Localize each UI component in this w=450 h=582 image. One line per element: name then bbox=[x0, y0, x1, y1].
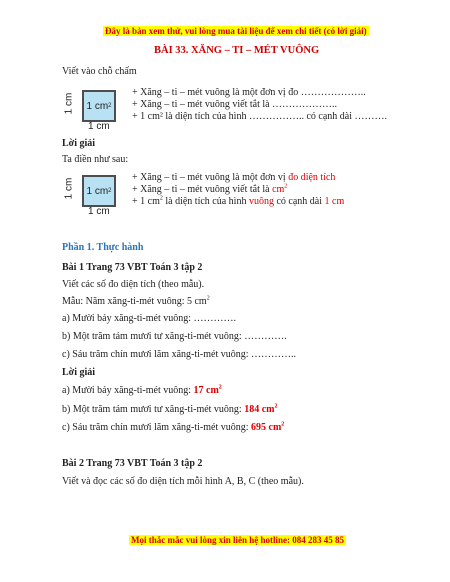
square-area-label: 1 cm bbox=[86, 100, 109, 112]
solution-line-2-answer: $cm^2$ bbox=[272, 183, 288, 195]
ex1-answer-c-value: 695 $cm^2$ bbox=[251, 421, 285, 433]
ex1-item-b: b) Một trăm tám mươi tư xăng-ti-mét vuông: …………. bbox=[62, 331, 287, 342]
part-1-heading: Phần 1. Thực hành bbox=[62, 242, 144, 253]
solution-line-3: + 1 $cm^2$ là diện tích của hình vuông có cạnh dài 1 cm bbox=[132, 195, 345, 207]
ex1-sample: Mẫu: Năm xăng-ti-mét vuông: 5 $cm^2$ bbox=[62, 295, 210, 307]
square-side-label: 1 cm bbox=[63, 177, 75, 200]
ex1-answer-a-question: a) Mười bảy xăng-ti-mét vuông: bbox=[62, 385, 194, 396]
ex1-item-a: a) Mười bảy xăng-ti-mét vuông: …………. bbox=[62, 313, 237, 324]
solution-intro: Ta điền như sau: bbox=[62, 154, 129, 165]
solution-heading-2: Lời giải bbox=[62, 367, 96, 378]
ex1-item-c: c) Sáu trăm chín mươi lăm xăng-ti-mét vuông: ………….. bbox=[62, 349, 296, 360]
solution-line-2 bbox=[132, 184, 287, 196]
solution-line-1 bbox=[132, 172, 335, 184]
solution-line-3-answer-2: 1 cm bbox=[324, 196, 345, 207]
top-banner: Đây là bản xem thử, vui lòng mua tài liệu để xem chi tiết (có lời giải) bbox=[105, 26, 367, 36]
ex1-answer-c-question: c) Sáu trăm chín mươi lăm xăng-ti-mét vuông: bbox=[62, 422, 251, 433]
square-figure-2 bbox=[62, 171, 126, 223]
ex1-title: Bài 1 Trang 73 VBT Toán 3 tập 2 bbox=[62, 262, 203, 273]
task-line-1: + Xăng – ti – mét vuông là một đơn vị đo ……………….. bbox=[132, 87, 366, 98]
ex1-answer-c bbox=[62, 422, 284, 434]
ex1-answer-b bbox=[62, 404, 278, 416]
solution-line-1-answer: đo diện tích bbox=[288, 172, 336, 183]
solution-line-3-text-a: + 1 cm bbox=[132, 196, 160, 207]
task-line-2: + Xăng – ti – mét vuông viết tắt là ……………….. bbox=[132, 99, 338, 110]
lesson-title: BÀI 33. XĂNG – TI – MÉT VUÔNG bbox=[154, 45, 320, 56]
ex2-title: Bài 2 Trang 73 VBT Toán 3 tập 2 bbox=[62, 458, 203, 469]
task-instruction: Viết vào chỗ chấm bbox=[62, 66, 137, 77]
solution-line-3-text-c: có cạnh dài bbox=[273, 196, 325, 207]
ex1-sample-text: Mẫu: Năm xăng-ti-mét vuông: 5 cm bbox=[62, 296, 207, 307]
footer-banner: Mọi thắc mắc vui lòng xin liên hệ hotline: 084 283 45 85 bbox=[131, 535, 345, 545]
ex2-instruction: Viết và đọc các số đo diện tích mỗi hình A, B, C (theo mẫu). bbox=[62, 476, 304, 487]
solution-line-3-text-b: là diện tích của hình bbox=[162, 196, 249, 207]
ex1-answer-a-value: 17 $cm^2$ bbox=[193, 384, 222, 396]
square-bottom-label: 1 cm bbox=[88, 121, 110, 132]
unit-square: 1 cm 2 bbox=[82, 90, 116, 122]
solution-heading-1: Lời giải bbox=[62, 138, 96, 149]
square-side-label: 1 cm bbox=[63, 92, 75, 115]
solution-line-2-text: + Xăng – ti – mét vuông viết tắt là bbox=[132, 184, 273, 195]
task-line-3: + 1 cm² là diện tích của hình …………….. có cạnh dài ………. bbox=[132, 111, 387, 122]
ex1-instruction: Viết các số đo diện tích (theo mẫu). bbox=[62, 279, 205, 290]
solution-line-1-text: + Xăng – ti – mét vuông là một đơn vị bbox=[132, 172, 289, 183]
unit-square: 1 cm 2 bbox=[82, 175, 116, 207]
ex1-answer-a bbox=[62, 385, 222, 397]
ex1-answer-b-value: 184 $cm^2$ bbox=[244, 403, 278, 415]
solution-line-3-answer-1: vuông bbox=[248, 196, 274, 207]
square-area-label: 1 cm bbox=[86, 185, 109, 197]
square-bottom-label: 1 cm bbox=[88, 206, 110, 217]
ex1-answer-b-question: b) Một trăm tám mươi tư xăng-ti-mét vuông: bbox=[62, 404, 245, 415]
square-figure-1 bbox=[62, 86, 126, 138]
